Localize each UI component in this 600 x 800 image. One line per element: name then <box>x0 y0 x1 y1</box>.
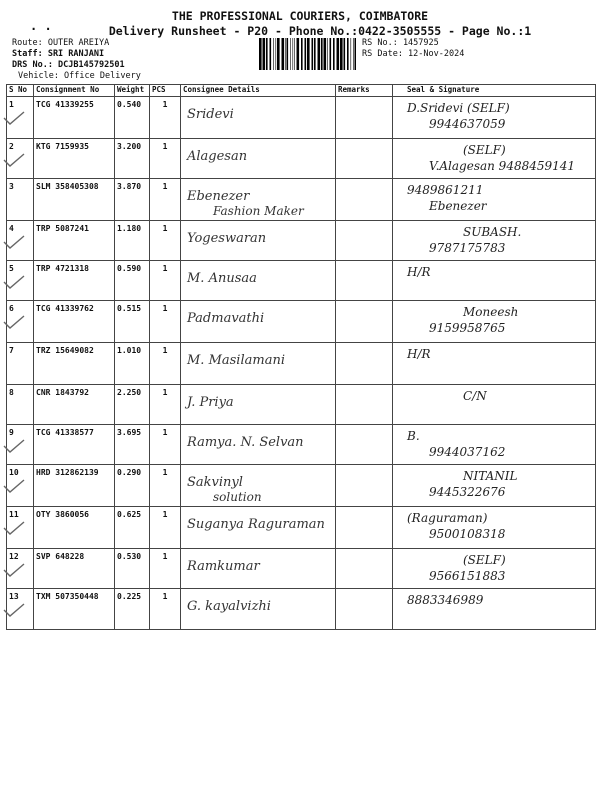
pcs-cell: 1 <box>150 385 181 425</box>
pcs-cell: 1 <box>150 301 181 343</box>
remarks-cell <box>336 139 393 179</box>
consignee-name: J. Priya <box>187 395 234 410</box>
weight-cell: 0.625 <box>115 507 150 549</box>
signature-text: C/N <box>463 389 487 403</box>
weight-cell: 0.590 <box>115 261 150 301</box>
sno-cell: 1 <box>7 97 34 139</box>
consignment-no-cell: CNR 1843792 <box>34 385 115 425</box>
check-mark-icon <box>3 521 25 535</box>
sno-cell: 5 <box>7 261 34 301</box>
check-mark-icon <box>3 563 25 577</box>
pcs-cell: 1 <box>150 343 181 385</box>
table-row <box>7 179 596 221</box>
sno-cell: 4 <box>7 221 34 261</box>
signature-text: B. <box>407 429 420 443</box>
consignment-no-cell: TCG 41338577 <box>34 425 115 465</box>
sno-cell: 10 <box>7 465 34 507</box>
pcs-cell: 1 <box>150 97 181 139</box>
consignee-name: G. kayalvizhi <box>187 599 271 614</box>
vehicle-text: Vehicle: Office Delivery <box>18 71 141 81</box>
consignee-name-line2: solution <box>213 490 262 504</box>
col-header: Remarks <box>336 85 393 97</box>
consignment-no-cell: TXM 507350448 <box>34 589 115 630</box>
col-header: PCS <box>150 85 181 97</box>
table-row <box>7 97 596 139</box>
consignment-no-cell: TRP 5087241 <box>34 221 115 261</box>
consignee-name: M. Anusaa <box>187 271 257 286</box>
weight-cell: 0.225 <box>115 589 150 630</box>
signature-text: (SELF) <box>463 553 506 567</box>
sno-cell: 13 <box>7 589 34 630</box>
consignee-cell <box>181 507 336 549</box>
consignee-cell <box>181 261 336 301</box>
signature-cell <box>393 97 596 139</box>
sno-cell: 11 <box>7 507 34 549</box>
consignee-cell <box>181 139 336 179</box>
dots-mark: · · <box>30 22 52 36</box>
sno-cell: 7 <box>7 343 34 385</box>
table-header-row <box>7 85 596 97</box>
signature-text: H/R <box>407 347 431 361</box>
check-mark-icon <box>3 235 25 249</box>
weight-cell: 0.530 <box>115 549 150 589</box>
weight-cell: 2.250 <box>115 385 150 425</box>
col-header: Seal & Signature <box>393 85 596 97</box>
signature-phone: Ebenezer <box>429 199 487 213</box>
signature-cell <box>393 261 596 301</box>
signature-text: D.Sridevi (SELF) <box>407 101 510 115</box>
pcs-cell: 1 <box>150 425 181 465</box>
sno-cell: 8 <box>7 385 34 425</box>
consignee-name: Padmavathi <box>187 311 265 326</box>
table-row <box>7 261 596 301</box>
consignee-cell <box>181 425 336 465</box>
table-row <box>7 425 596 465</box>
consignee-cell <box>181 343 336 385</box>
check-mark-icon <box>3 315 25 329</box>
remarks-cell <box>336 97 393 139</box>
sno-cell: 9 <box>7 425 34 465</box>
signature-phone: 9944037162 <box>429 445 506 459</box>
pcs-cell: 1 <box>150 549 181 589</box>
weight-cell: 0.290 <box>115 465 150 507</box>
consignee-cell <box>181 385 336 425</box>
staff-text: Staff: SRI RANJANI <box>12 49 105 59</box>
consignee-name: Ebenezer <box>187 189 250 204</box>
consignment-no-cell: SLM 358405308 <box>34 179 115 221</box>
signature-cell <box>393 549 596 589</box>
consignment-no-cell: TRP 4721318 <box>34 261 115 301</box>
consignee-name: Sakvinyl <box>187 475 243 490</box>
check-mark-icon <box>3 111 25 125</box>
table-row <box>7 465 596 507</box>
consignee-name-line2: Fashion Maker <box>213 204 304 218</box>
signature-text: Moneesh <box>463 305 519 319</box>
signature-cell <box>393 425 596 465</box>
table-row <box>7 507 596 549</box>
remarks-cell <box>336 261 393 301</box>
col-header: S No <box>7 85 34 97</box>
drs-text: DRS No.: DCJB145792501 <box>12 60 125 70</box>
weight-cell: 0.540 <box>115 97 150 139</box>
signature-text: H/R <box>407 265 431 279</box>
weight-cell: 3.695 <box>115 425 150 465</box>
consignment-no-cell: TCG 41339762 <box>34 301 115 343</box>
signature-cell <box>393 589 596 630</box>
signature-phone: 9566151883 <box>429 569 506 583</box>
remarks-cell <box>336 465 393 507</box>
remarks-cell <box>336 179 393 221</box>
consignment-no-cell: KTG 7159935 <box>34 139 115 179</box>
sno-cell: 2 <box>7 139 34 179</box>
col-header: Weight <box>115 85 150 97</box>
signature-text: 9489861211 <box>407 183 484 197</box>
consignment-no-cell: TRZ 15649082 <box>34 343 115 385</box>
signature-cell <box>393 139 596 179</box>
table-row <box>7 343 596 385</box>
remarks-cell <box>336 221 393 261</box>
consignee-cell <box>181 549 336 589</box>
table-row <box>7 589 596 630</box>
weight-cell: 0.515 <box>115 301 150 343</box>
col-header: Consignee Details <box>181 85 336 97</box>
consignee-cell <box>181 221 336 261</box>
consignee-name: Suganya Raguraman <box>187 517 325 532</box>
consignee-name: Sridevi <box>187 107 234 122</box>
rs-no-text: RS No.: 1457925 <box>362 38 439 48</box>
weight-cell: 1.180 <box>115 221 150 261</box>
table-row <box>7 139 596 179</box>
pcs-cell: 1 <box>150 179 181 221</box>
consignment-no-cell: HRD 312862139 <box>34 465 115 507</box>
consignee-cell <box>181 301 336 343</box>
consignment-no-cell: TCG 41339255 <box>34 97 115 139</box>
remarks-cell <box>336 549 393 589</box>
signature-cell <box>393 465 596 507</box>
weight-cell: 1.010 <box>115 343 150 385</box>
remarks-cell <box>336 343 393 385</box>
col-header: Consignment No <box>34 85 115 97</box>
check-mark-icon <box>3 603 25 617</box>
consignee-cell <box>181 179 336 221</box>
signature-cell <box>393 343 596 385</box>
table-row <box>7 301 596 343</box>
signature-phone: 9500108318 <box>429 527 506 541</box>
signature-cell <box>393 301 596 343</box>
pcs-cell: 1 <box>150 221 181 261</box>
consignee-name: M. Masilamani <box>187 353 285 368</box>
route-text: Route: OUTER AREIYA <box>12 38 110 48</box>
table-row <box>7 221 596 261</box>
check-mark-icon <box>3 479 25 493</box>
company-title: THE PROFESSIONAL COURIERS, COIMBATORE <box>171 9 429 23</box>
remarks-cell <box>336 385 393 425</box>
signature-cell <box>393 507 596 549</box>
signature-cell <box>393 221 596 261</box>
consignee-name: Ramkumar <box>187 559 260 574</box>
signature-phone: 9159958765 <box>429 321 506 335</box>
remarks-cell <box>336 425 393 465</box>
meta-left <box>12 38 141 82</box>
pcs-cell: 1 <box>150 589 181 630</box>
signature-text: NITANIL <box>463 469 518 483</box>
pcs-cell: 1 <box>150 139 181 179</box>
signature-text: (SELF) <box>463 143 506 157</box>
signature-cell <box>393 385 596 425</box>
signature-phone: 9787175783 <box>429 241 506 255</box>
signature-text: 8883346989 <box>407 593 484 607</box>
consignee-name: Alagesan <box>187 149 248 164</box>
check-mark-icon <box>3 153 25 167</box>
sno-cell: 3 <box>7 179 34 221</box>
check-mark-icon <box>3 275 25 289</box>
consignee-cell <box>181 589 336 630</box>
remarks-cell <box>336 301 393 343</box>
signature-text: (Raguraman) <box>407 511 488 525</box>
signature-cell <box>393 179 596 221</box>
runsheet-table <box>6 84 596 630</box>
table-row <box>7 385 596 425</box>
consignment-no-cell: OTY 3860056 <box>34 507 115 549</box>
remarks-cell <box>336 507 393 549</box>
barcode <box>258 38 356 70</box>
pcs-cell: 1 <box>150 507 181 549</box>
runsheet-title: Delivery Runsheet - P20 - Phone No.:0422-3505555 - Page No.:1 <box>108 24 532 38</box>
consignee-cell <box>181 97 336 139</box>
signature-phone: 9445322676 <box>429 485 506 499</box>
consignee-cell <box>181 465 336 507</box>
signature-phone: V.Alagesan 9488459141 <box>429 159 576 173</box>
pcs-cell: 1 <box>150 465 181 507</box>
meta-right <box>362 38 464 60</box>
sno-cell: 6 <box>7 301 34 343</box>
consignment-no-cell: SVP 648228 <box>34 549 115 589</box>
weight-cell: 3.200 <box>115 139 150 179</box>
weight-cell: 3.870 <box>115 179 150 221</box>
pcs-cell: 1 <box>150 261 181 301</box>
remarks-cell <box>336 589 393 630</box>
signature-text: SUBASH. <box>463 225 522 239</box>
consignee-name: Ramya. N. Selvan <box>187 435 304 450</box>
table-row <box>7 549 596 589</box>
rs-date-text: RS Date: 12-Nov-2024 <box>362 49 465 59</box>
signature-phone: 9944637059 <box>429 117 506 131</box>
sno-cell: 12 <box>7 549 34 589</box>
consignee-name: Yogeswaran <box>187 231 267 246</box>
check-mark-icon <box>3 439 25 453</box>
